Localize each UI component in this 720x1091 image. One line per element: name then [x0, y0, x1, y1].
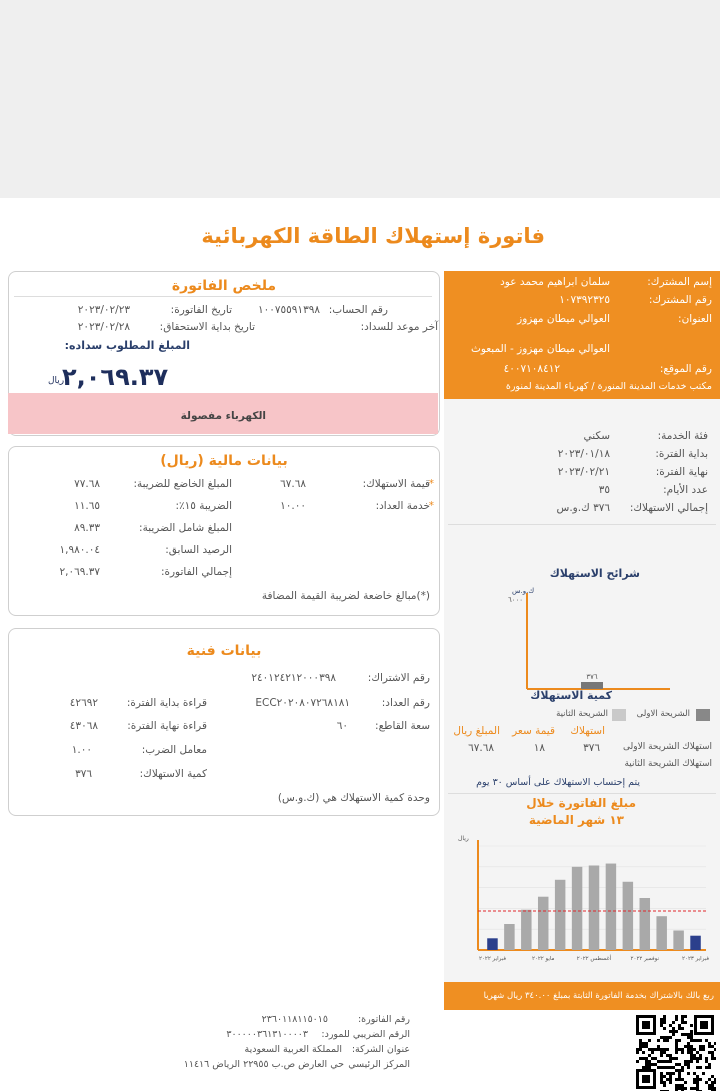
- incl-tax-value: ٨٩.٣٣: [74, 522, 100, 534]
- amount-due: ٢,٠٦٩.٣٧: [62, 363, 169, 391]
- divider2: [448, 793, 716, 794]
- days-label: عدد الأيام:: [663, 484, 708, 496]
- period-end-value: ٢٠٢٣/٠٢/٢١: [557, 466, 610, 478]
- invoice-date-label: تاريخ الفاتورة:: [170, 304, 232, 316]
- history-bar: [673, 931, 683, 951]
- history-bar: [521, 910, 531, 950]
- col-consumption: استهلاك: [570, 725, 605, 737]
- subscriber-name: سلمان ابراهيم محمد عود: [500, 276, 610, 288]
- history-note: ربع بالك بالاشتراك بخدمة الفاتورة الثابتة بمبلغ ٣٤٠.٠٠ ريال شهريا: [483, 991, 714, 1001]
- company-address-value: المملكة العربية السعودية: [244, 1044, 342, 1055]
- top-background: [0, 0, 720, 198]
- tier-bar-label: ٣٧٦: [586, 673, 598, 681]
- history-x-tick: فبراير ٢٠٢٢: [478, 956, 506, 962]
- taxable-value: ٧٧.٦٨: [74, 478, 100, 490]
- address: العوالي ميطان مهزوز: [517, 313, 610, 325]
- site-number: ٤٠٠٧١٠٨٤١٢: [503, 363, 560, 375]
- start-reading-value: ٤٢٦٩٢: [69, 697, 98, 709]
- history-x-tick: مايو ٢٠٢٢: [531, 956, 555, 962]
- divider: [448, 524, 716, 525]
- hq-value: حي العارض ص.ب ٢٢٩٥٥ الرياض ١١٤١٦: [183, 1059, 344, 1070]
- basis-note: يتم إحتساب الاستهلاك على أساس ٣٠ يوم: [476, 777, 640, 788]
- multiplier-value: ١.٠٠: [71, 744, 92, 756]
- history-bar: [640, 898, 650, 950]
- unit-note: وحدة كمية الاستهلاك هي (ك.و.س): [277, 792, 430, 804]
- period-end-label: نهاية الفترة:: [655, 466, 708, 478]
- history-heading2: ١٣ شهر الماضية: [528, 813, 624, 827]
- company-address-label: عنوان الشركة:: [351, 1044, 410, 1055]
- due-value: ٢٠٢٣/٠٢/٢٨: [77, 321, 130, 333]
- row1-consumption: ٣٧٦: [583, 742, 600, 754]
- office: مكتب خدمات المدينة المنورة / كهرباء المدينة لمنورة: [505, 381, 712, 392]
- vat-note: (*)مبالغ خاضعة لضريبة القيمة المضافة: [261, 590, 430, 602]
- subscriber-panel: [444, 271, 720, 399]
- history-bar: [656, 916, 666, 950]
- legend-first-swatch: [696, 709, 710, 721]
- total-consumption-value: ٣٧٦ ك.و.س: [556, 502, 610, 514]
- history-heading: مبلغ الفاتورة خلال: [526, 796, 636, 810]
- subscriber-number-label: رقم المشترك:: [648, 294, 712, 306]
- tier-bar: [581, 682, 603, 689]
- history-bar: [538, 897, 548, 950]
- days-value: ٣٥: [598, 484, 610, 496]
- tiers-heading: شرائح الاستهلاك: [549, 567, 640, 580]
- bill-title: فاتورة إستهلاك الطاقة الكهربائية: [201, 224, 545, 248]
- summary-heading: ملخص الفاتورة: [171, 278, 277, 294]
- row2-label: استهلاك الشريحة الثانية: [624, 759, 712, 769]
- history-y-unit: ريال: [458, 835, 469, 842]
- vat-no-value: ٣٠٠٠٠٠٣٦١٣١٠٠٠٠٣: [226, 1029, 308, 1040]
- history-bar: [690, 936, 700, 950]
- period-start-value: ٢٠٢٣/٠١/١٨: [557, 448, 610, 460]
- consumption-value: ٦٧.٦٨: [280, 478, 306, 490]
- subscriber-number: ١٠٧٣٩٢٣٢٥: [559, 294, 610, 306]
- tiers-y-unit: ك.و.س: [512, 587, 535, 595]
- qr-code: [634, 1013, 716, 1091]
- subscription-label: رقم الاشتراك:: [367, 672, 430, 684]
- row1-rate: ١٨: [533, 742, 545, 754]
- history-bar: [572, 867, 582, 950]
- meter-service-value: ١٠.٠٠: [280, 500, 306, 512]
- breaker-label: سعة القاطع:: [375, 720, 430, 732]
- subscriber-name-label: إسم المشترك:: [647, 276, 712, 288]
- account-label: رقم الحساب:: [328, 304, 388, 316]
- category-label: فئة الخدمة:: [657, 430, 708, 442]
- history-x-tick: أغسطس ٢٠٢٢: [576, 956, 612, 962]
- col-amount: المبلغ ريال: [453, 725, 500, 737]
- history-bar: [606, 864, 616, 950]
- history-x-tick: نوفمبر ٢٠٢٢: [630, 956, 659, 962]
- due-start-label: تاريخ بداية الاستحقاق:: [159, 321, 255, 333]
- invoice-total-value: ٢,٠٦٩.٣٧: [59, 566, 100, 578]
- history-chart: [448, 832, 716, 972]
- history-bar: [487, 938, 497, 950]
- meter-service-label: خدمة العداد:: [375, 500, 430, 512]
- disconnected-status: الكهرباء مفصولة: [180, 410, 266, 422]
- col-rate: قيمة سعر: [512, 725, 555, 737]
- asterisk: *: [428, 478, 434, 490]
- hq-label: المركز الرئيسي: [348, 1059, 410, 1070]
- history-bar: [623, 882, 633, 950]
- summary-sep: [14, 296, 432, 297]
- category-value: سكني: [583, 430, 610, 442]
- previous-label: الرصيد السابق:: [165, 544, 232, 556]
- legend-second-swatch: [612, 709, 626, 721]
- meter-label: رقم العداد:: [381, 697, 430, 709]
- address-line2: العوالي ميطان مهزوز - المبعوث: [470, 343, 610, 355]
- end-reading-value: ٤٣٠٦٨: [69, 720, 98, 732]
- start-reading-label: قراءة بداية الفترة:: [126, 697, 207, 709]
- incl-tax-label: المبلغ شامل الضريبة:: [139, 522, 232, 534]
- financial-heading: بيانات مالية (ريال): [160, 453, 288, 469]
- technical-heading: بيانات فنية: [186, 643, 262, 659]
- period-start-label: بداية الفترة:: [655, 448, 708, 460]
- invoice-date-value: ٢٠٢٣/٠٢/٢٣: [77, 304, 130, 316]
- currency: ريال: [48, 376, 65, 386]
- multiplier-label: معامل الضرب:: [141, 744, 207, 756]
- invoice-total-label: إجمالي الفاتورة:: [160, 566, 232, 578]
- vat-no-label: الرقم الضريبي للمورد:: [321, 1029, 410, 1040]
- history-bar: [555, 880, 565, 950]
- due-label: آخر موعد للسداد:: [360, 321, 438, 333]
- legend-first: الشريحة الاولى: [636, 709, 690, 719]
- end-reading-label: قراءة نهاية الفترة:: [127, 720, 207, 732]
- invoice-no-label: رقم الفاتورة:: [357, 1014, 410, 1025]
- row1-amount: ٦٧.٦٨: [468, 742, 494, 754]
- tiers-y-tick: ٦٠٠٠: [508, 596, 524, 604]
- site-label: رقم الموقع:: [659, 363, 712, 375]
- row1-label: استهلاك الشريحة الاولى: [622, 742, 712, 752]
- subscription-value: ٢٤٠١٢٤٢١٢٠٠٠٣٩٨: [251, 672, 336, 684]
- breaker-value: ٦٠: [336, 720, 348, 732]
- legend-second: الشريحة الثانية: [556, 709, 608, 719]
- previous-value: ١,٩٨٠.٠٤: [59, 544, 100, 556]
- taxable-label: المبلغ الخاضع للضريبة:: [133, 478, 232, 490]
- address-label: العنوان:: [678, 313, 712, 325]
- quantity-label: كمية الاستهلاك:: [139, 768, 207, 780]
- invoice-no-value: ٢٣٦٠١١٨١١٥٠١٥: [261, 1014, 328, 1025]
- history-bar: [589, 866, 599, 951]
- vat-label: الضريبة ١٥٪:: [175, 500, 232, 512]
- history-x-tick: فبراير ٢٠٢٣: [682, 956, 710, 962]
- amount-due-label: المبلغ المطلوب سداده:: [64, 339, 190, 352]
- history-bar: [504, 924, 514, 950]
- account-value: ١٠٠٧٥٥٩١٣٩٨: [257, 304, 320, 316]
- meter-value: ECC٢٠٢٠٨٠٧٢٦٨١٨١: [255, 697, 350, 709]
- tiers-chart: [448, 585, 716, 705]
- asterisk2: *: [428, 500, 434, 512]
- vat-value: ١١.٦٥: [74, 500, 100, 512]
- quantity-value: ٣٧٦: [75, 768, 92, 780]
- consumption-value-label: قيمة الاستهلاك:: [362, 478, 430, 490]
- tiers-x-title: كمية الاستهلاك: [530, 689, 612, 702]
- total-consumption-label: إجمالي الاستهلاك:: [629, 502, 708, 514]
